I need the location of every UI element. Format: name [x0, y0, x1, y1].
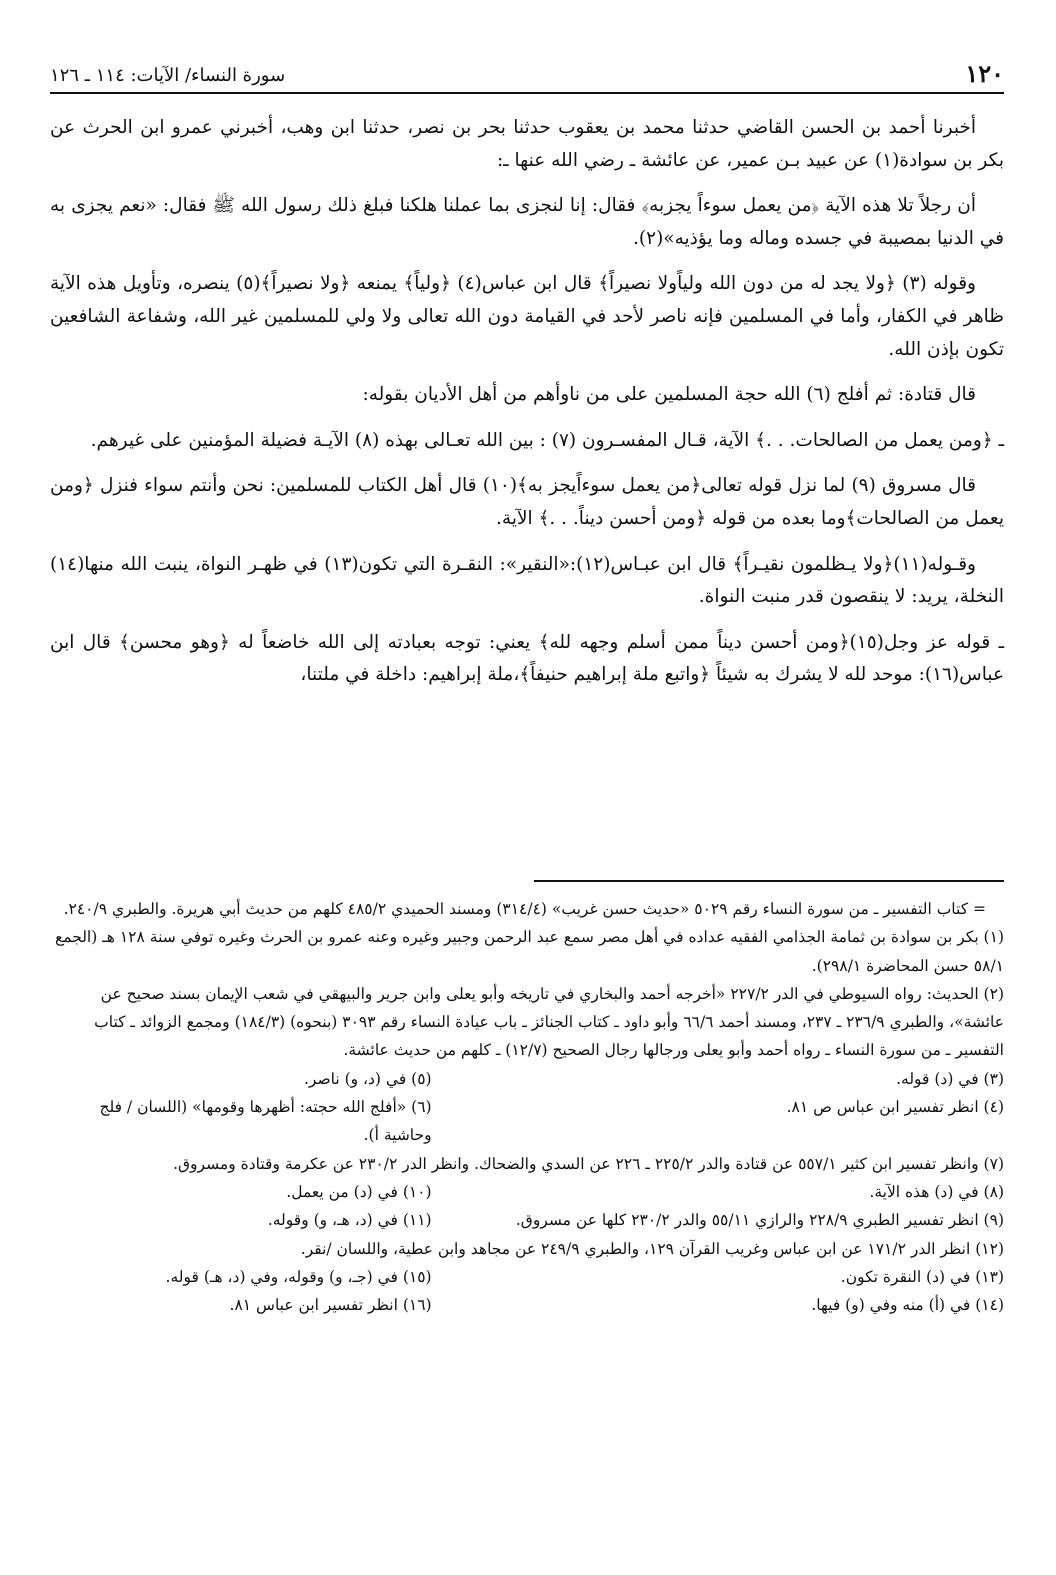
paragraph-naqir: وقـوله(١١)﴿ولا يـظلمون نقيـراً﴾ قال ابن عبـاس(١٢):«النقير»: النقـرة التي تكون(١٣) في ظهـر النواة، ينبت الله منها(١٤) النخلة، يريد: لا ينقصون قدر منبت النواة.: [50, 553, 1004, 608]
footnote-row: [50, 1291, 1004, 1319]
paragraph-salihat: ـ ﴿ومن يعمل من الصالحات. . .﴾ الآية، قـال المفسـرون (٧) : بين الله تعـالى بهذه (٨) الآيـة فضيلة المؤمنين على غيرهم.: [90, 429, 1004, 451]
footnote-8: (٨) في (د) هذه الآية.: [869, 1182, 1004, 1201]
footnote-11: (١١) في (د، هـ، و) وقوله.: [267, 1211, 432, 1230]
page-header: [50, 58, 1004, 94]
paragraph-qatada: قال قتادة: ثم أفلج (٦) الله حجة المسلمين على من ناوأهم من أهل الأديان بقوله:: [362, 384, 976, 406]
footnote-continuation: = كتاب التفسير ـ من سورة النساء رقم ٥٠٢٩ «حديث حسن غريب» (٣١٤/٤) ومسند الحميدي ٤٨٥/٢ كلهم من حديث أبي هريرة. والطبري ٢٤٠/٩.: [63, 900, 986, 918]
footnote-13: (١٣) في (د) النقرة تكون.: [840, 1267, 1004, 1286]
footnote-row: [50, 1178, 1004, 1206]
running-title: سورة النساء/ الآيات: ١١٤ ـ ١٢٦: [50, 65, 286, 86]
footnote-1: (١) بكر بن سوادة بن ثمامة الجذامي الفقيه عداده في أهل مصر سمع عبد الرحمن وجبير وغيره وعنه عمرو بن الحرث وغيره توفي سنة ١٢٨ هـ (الجمع ٥٨/١ حسن المحاضرة ٢٩٨/١).: [54, 928, 1004, 975]
footnote-3: (٣) في (د) قوله.: [896, 1069, 1004, 1088]
paragraph-masruq: قال مسروق (٩) لما نزل قوله تعالى﴿من يعمل سوءاًيجز به﴾(١٠) قال أهل الكتاب للمسلمين: نحن وأنتم سواء فنزل ﴿ومن يعمل من الصالحات﴾وما بعده من قوله ﴿ومن أحسن ديناً. . .﴾ الآية.: [50, 475, 1004, 529]
footnote-7: (٧) وانظر تفسير ابن كثير ٥٥٧/١ عن قتادة والدر ٢٢٥/٢ ـ ٢٢٦ عن السدي والضحاك. وانظر الدر ٢٣٠/٢ عن عكرمة وقتادة ومسروق.: [173, 1154, 1004, 1173]
paragraph-ahsan-dinan: ـ قوله عز وجل(١٥)﴿ومن أحسن ديناً ممن أسلم وجهه لله﴾ يعني: توجه بعبادته إلى الله خاضعاً له ﴿وهو محسن﴾ قال ابن عباس(١٦): موحد لله لا يشرك به شيئاً ﴿واتبع ملة إبراهيم حنيفاً﴾،ملة إبراهيم: داخلة في ملتنا،: [50, 631, 1004, 686]
footnote-row: [50, 1206, 1004, 1234]
page-number: ١٢٠: [965, 59, 1004, 88]
paragraph-verse-commentary: وقوله (٣) ﴿ولا يجد له من دون الله ولياًولا نصيراً﴾ قال ابن عباس(٤) ﴿ولياً﴾ يمنعه ﴿ولا نصيراً﴾(٥) ينصره، وتأويل هذه الآية ظاهر في الكفار، وأما في المسلمين فإنه ناصر لأحد في القيامة دون الله تعالى ولا ولي للمسلمين غير الله، وشفاعة الشافعين تكون بإذن الله.: [50, 273, 1004, 360]
footnote-9: (٩) انظر تفسير الطبري ٢٢٨/٩ والرازي ٥٥/١١ والدر ٢٣٠/٢ كلها عن مسروق.: [515, 1211, 1004, 1230]
footnotes: [50, 895, 1004, 1319]
footnote-15: (١٥) في (جـ، و) وقوله، وفي (د، هـ) قوله.: [165, 1267, 432, 1286]
main-text: [50, 112, 1004, 696]
footnote-16: (١٦) انظر تفسير ابن عباس ٨١.: [229, 1296, 432, 1315]
paragraph-isnad: أخبرنا أحمد بن الحسن القاضي حدثنا محمد بن يعقوب حدثنا بحر بن نصر، حدثنا ابن وهب، أخبرني عمرو ابن الحرث عن بكر بن سوادة(١) عن عبيد بـن عمير، عن عائشة ـ رضي الله عنها ـ:: [50, 117, 1004, 171]
paragraph-hadith: أن رجلاً تلا هذه الآية ﴿من يعمل سوءاً يجزبه﴾ فقال: إنا لنجزى بما عملنا هلكنا فبلغ ذلك رسول الله ﷺ فقال: «نعم يجزى به في الدنيا بمصيبة في جسده وماله وما يؤذيه»(٢).: [50, 195, 1004, 249]
footnote-4: (٤) انظر تفسير ابن عباس ص ٨١.: [786, 1098, 1004, 1117]
footnote-row: [50, 1065, 1004, 1093]
footnote-14: (١٤) في (أ) منه وفي (و) فيها.: [811, 1296, 1004, 1315]
footnote-12: (١٢) انظر الدر ١٧١/٢ عن ابن عباس وغريب القرآن ١٢٩، والطبري ٢٤٩/٩ عن مجاهد وابن عطية، واللسان /نقر.: [300, 1239, 1004, 1258]
footnote-divider: [534, 880, 1004, 882]
footnote-2: (٢) الحديث: رواه السيوطي في الدر ٢٢٧/٢ «أخرجه أحمد والبخاري في تاريخه وأبو يعلى وابن جرير والبيهقي في شعب الإيمان بسند صحيح عن عائشة»، والطبري ٢٣٦/٩ ـ ٢٣٧، ومسند أحمد ٦٦/٦ وأبو داود ـ كتاب الجنائز ـ باب عيادة النساء رقم ٣٠٩٣ (بنحوه) (١٨٤/٣) ومجمع الزوائد ـ كتاب التفسير ـ من سورة النساء ـ رواه أحمد وأبو يعلى ورجالها رجال الصحيح (١٢/٧) ـ كلهم من حديث عائشة.: [94, 984, 1004, 1060]
footnote-row: [50, 1263, 1004, 1291]
footnote-row: [50, 1093, 1004, 1150]
footnote-6: (٦) «أفلج الله حجته: أظهرها وقومها» (اللسان / فلج وحاشية أ).: [99, 1098, 432, 1145]
footnote-10: (١٠) في (د) من يعمل.: [286, 1182, 432, 1201]
footnote-5: (٥) في (د، و) ناصر.: [303, 1069, 432, 1088]
